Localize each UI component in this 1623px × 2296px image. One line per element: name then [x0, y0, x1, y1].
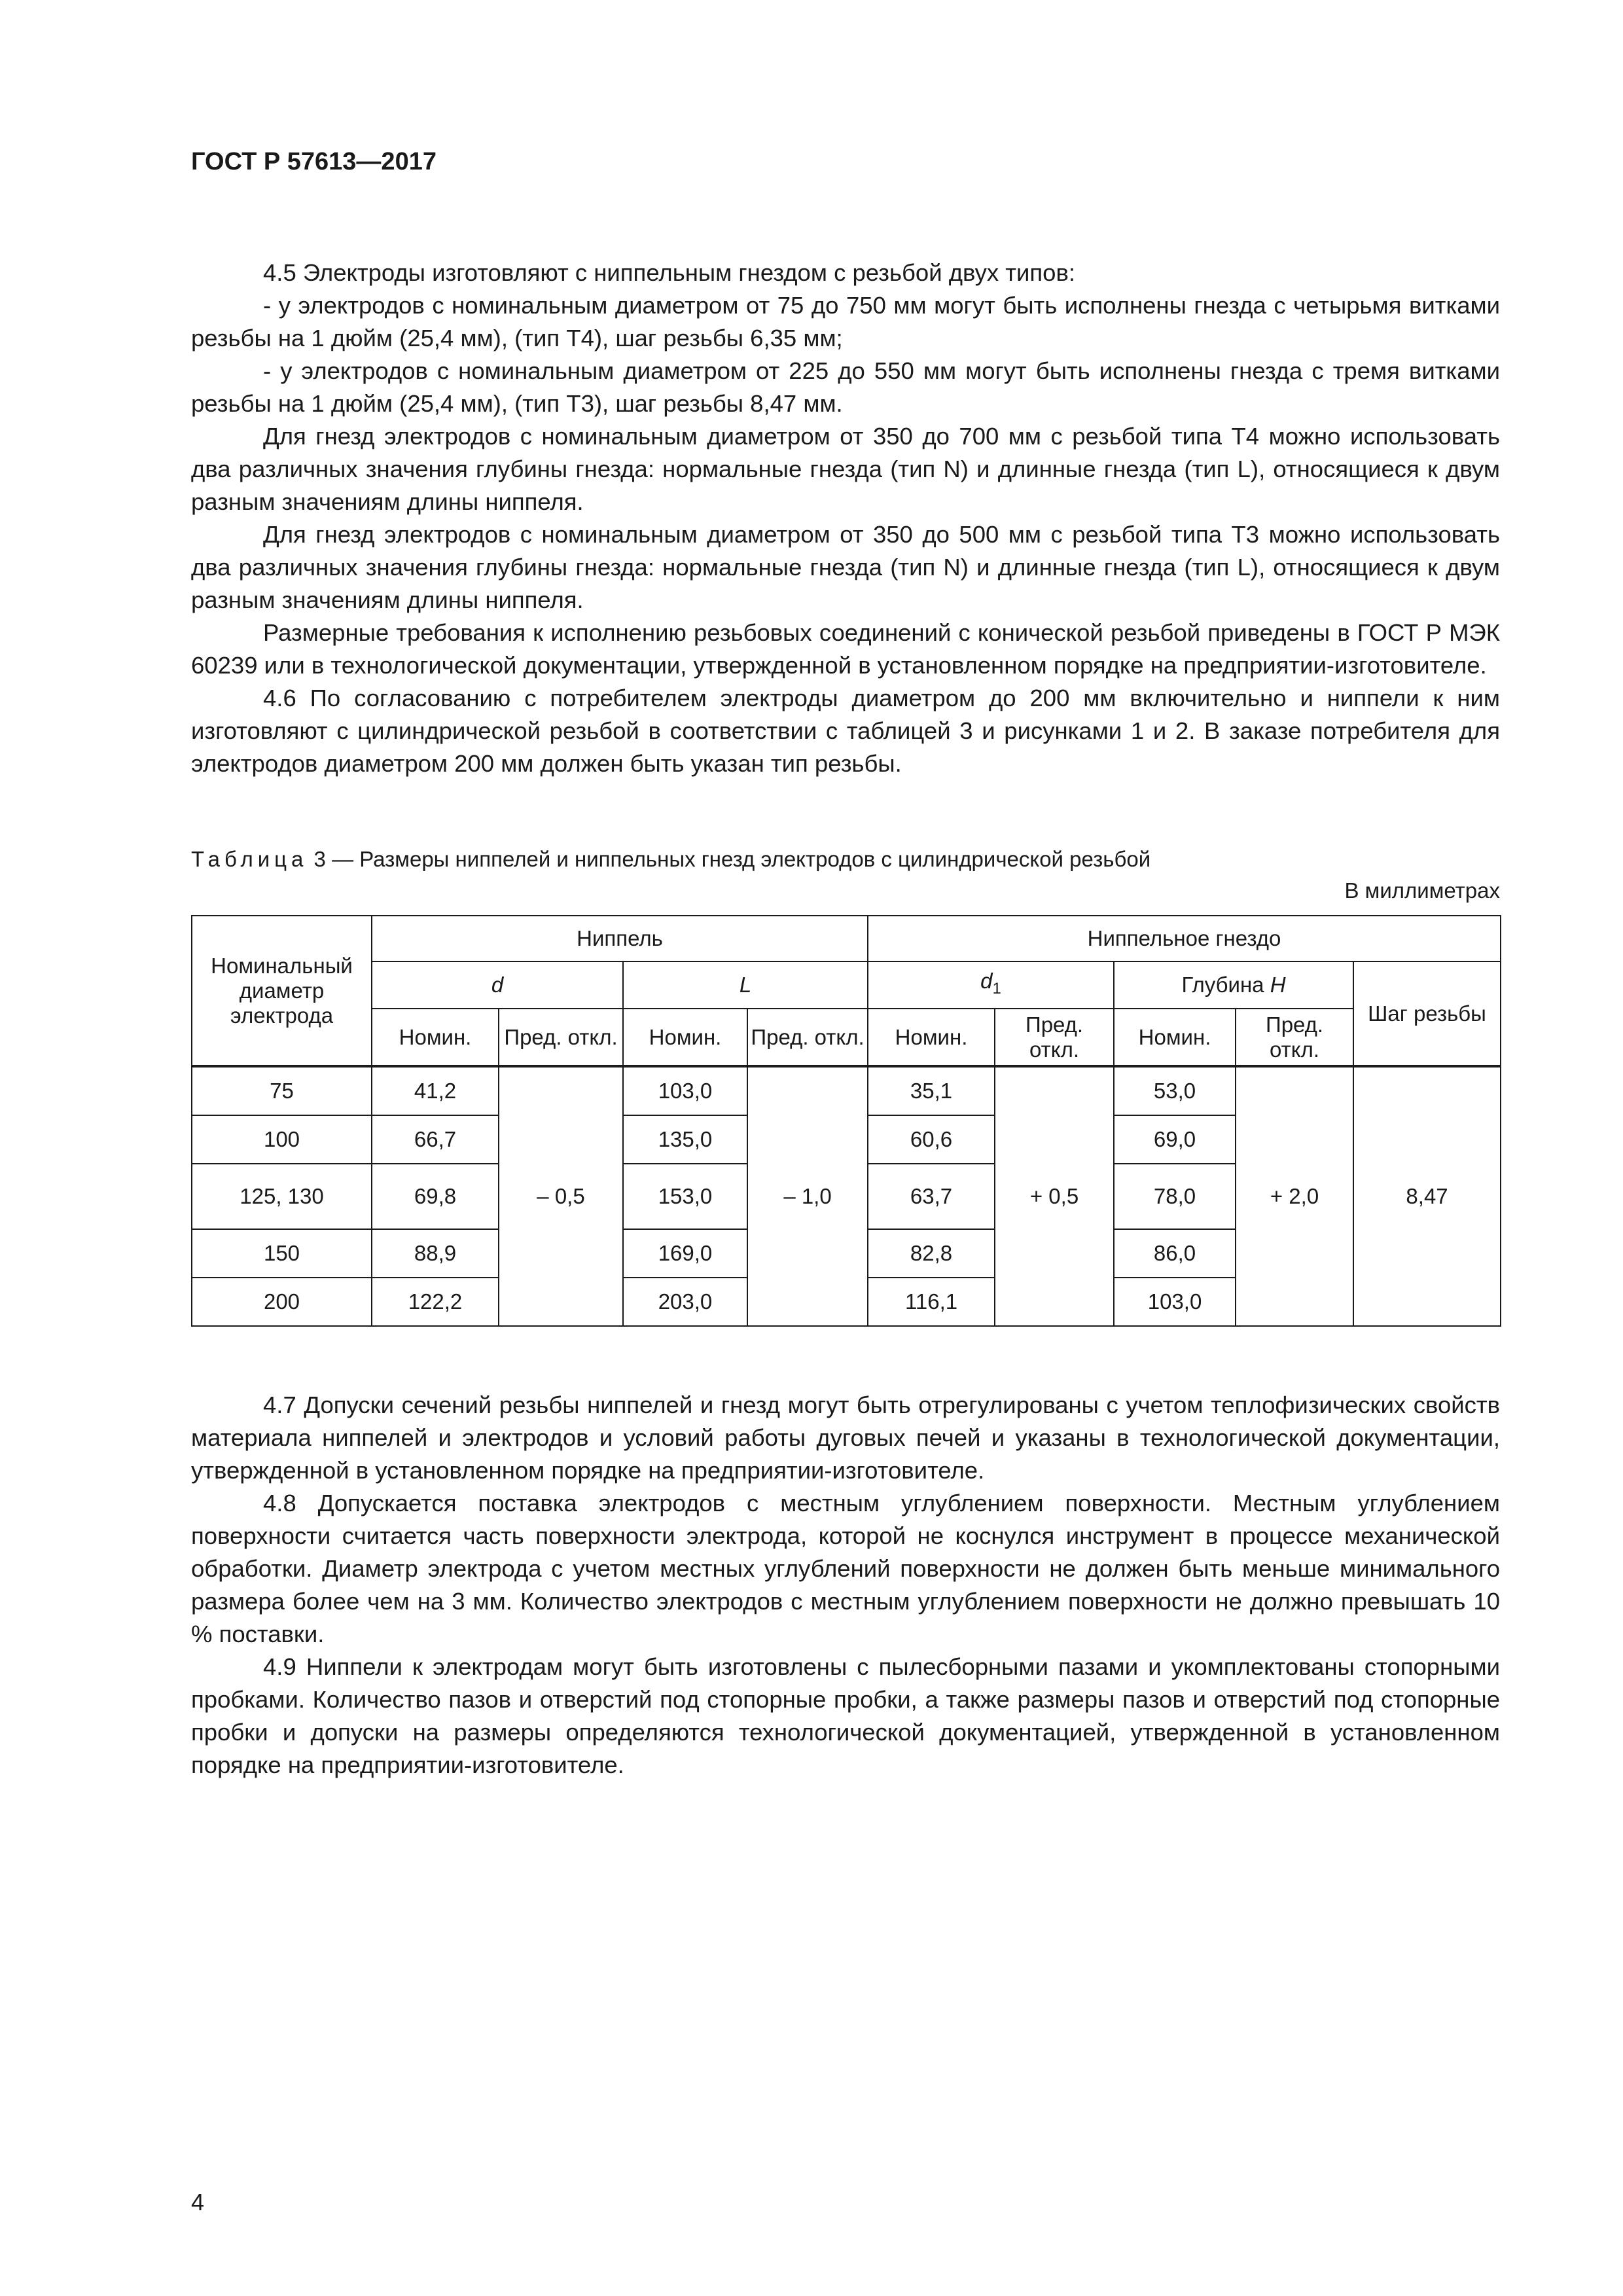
- cell-diameter: 75: [192, 1066, 372, 1115]
- paragraph-t4-depth: Для гнезд электродов с номинальным диаметром от 350 до 700 мм с резьбой типа T4 можно использовать два различных значения глубины гнезда: нормальные гнезда (тип N) и длинные гнезда (тип L), относящиеся к двум разным значениям длины ниппеля.: [191, 423, 1500, 515]
- table-caption-label: Таблица: [191, 847, 308, 871]
- header-d1-subscript: 1: [992, 980, 1001, 997]
- cell-pitch: 8,47: [1353, 1066, 1501, 1326]
- list-item-t4: - у электродов с номинальным диаметром от 75 до 750 мм могут быть исполнены гнезда с четырьмя витками резьбы на 1 дюйм (25,4 мм), (тип T4), шаг резьбы 6,35 мм;: [191, 292, 1500, 351]
- header-d1-tol: Пред. откл.: [995, 1009, 1114, 1066]
- cell-H: 103,0: [1114, 1278, 1236, 1326]
- cell-d: 41,2: [372, 1066, 499, 1115]
- cell-d1: 116,1: [868, 1278, 995, 1326]
- header-d-tol: Пред. откл.: [499, 1009, 623, 1066]
- header-L-tol: Пред. откл.: [747, 1009, 868, 1066]
- table-units: В миллиметрах: [1344, 878, 1500, 903]
- cell-d1: 60,6: [868, 1115, 995, 1164]
- table-row: [192, 1066, 1501, 1115]
- header-H-tol: Пред. откл.: [1236, 1009, 1353, 1066]
- document-header: ГОСТ Р 57613—2017: [191, 148, 437, 175]
- body-text-bottom: [191, 1389, 1500, 1782]
- cell-d1: 63,7: [868, 1164, 995, 1229]
- cell-H: 53,0: [1114, 1066, 1236, 1115]
- cell-d1: 35,1: [868, 1066, 995, 1115]
- cell-d: 88,9: [372, 1229, 499, 1278]
- table-caption: [191, 847, 1150, 872]
- header-pitch: Шаг резьбы: [1353, 961, 1501, 1066]
- dimensions-table: [191, 915, 1501, 1327]
- cell-L: 135,0: [623, 1115, 747, 1164]
- header-depth-symbol: H: [1270, 973, 1286, 997]
- header-L: [623, 961, 868, 1009]
- header-d1: [868, 961, 1114, 1009]
- cell-d1-tol: + 0,5: [995, 1066, 1114, 1326]
- cell-L: 153,0: [623, 1164, 747, 1229]
- cell-H: 69,0: [1114, 1115, 1236, 1164]
- paragraph-4-5: 4.5 Электроды изготовляют с ниппельным гнездом с резьбой двух типов:: [263, 259, 1075, 286]
- header-L-nom: Номин.: [623, 1009, 747, 1066]
- cell-diameter: 200: [192, 1278, 372, 1326]
- cell-L: 203,0: [623, 1278, 747, 1326]
- page-number: 4: [191, 2189, 205, 2215]
- cell-d-tol: – 0,5: [499, 1066, 623, 1326]
- cell-H: 78,0: [1114, 1164, 1236, 1229]
- cell-diameter: 100: [192, 1115, 372, 1164]
- cell-L: 103,0: [623, 1066, 747, 1115]
- list-item-t3: - у электродов с номинальным диаметром от 225 до 550 мм могут быть исполнены гнезда с тремя витками резьбы на 1 дюйм (25,4 мм), (тип T3), шаг резьбы 8,47 мм.: [191, 357, 1500, 417]
- header-nipple: Ниппель: [372, 916, 868, 961]
- cell-d1: 82,8: [868, 1229, 995, 1278]
- cell-d: 122,2: [372, 1278, 499, 1326]
- header-d1-nom: Номин.: [868, 1009, 995, 1066]
- cell-diameter: 150: [192, 1229, 372, 1278]
- paragraph-4-8: 4.8 Допускается поставка электродов с местным углублением поверхности. Местным углублением поверхности считается часть поверхности электрода, которой не коснулся инструмент в процессе механической обработки. Диаметр электрода с учетом местных углублений поверхности не должен быть меньше минимального размера более чем на 3 мм. Количество электродов с местным углублением поверхности не должно превышать 10 % поставки.: [191, 1490, 1500, 1647]
- paragraph-conical-thread: Размерные требования к исполнению резьбовых соединений с конической резьбой приведены в ГОСТ Р МЭК 60239 или в технологической документации, утвержденной в установленном порядке на предприятии-изготовителе.: [191, 619, 1500, 679]
- header-depth-label: Глубина: [1181, 973, 1264, 997]
- cell-d: 69,8: [372, 1164, 499, 1229]
- cell-L: 169,0: [623, 1229, 747, 1278]
- body-text-top: [191, 257, 1500, 780]
- header-d1-symbol: d: [980, 969, 993, 993]
- cell-diameter: 125, 130: [192, 1164, 372, 1229]
- cell-H: 86,0: [1114, 1229, 1236, 1278]
- header-d-nom: Номин.: [372, 1009, 499, 1066]
- header-nipple-socket: Ниппельное гнездо: [868, 916, 1501, 961]
- header-L-symbol: L: [739, 973, 752, 997]
- header-d-symbol: d: [491, 973, 504, 997]
- table-caption-text: 3 — Размеры ниппелей и ниппельных гнезд электродов с цилиндрической резьбой: [308, 847, 1151, 871]
- header-depth: [1114, 961, 1353, 1009]
- cell-H-tol: + 2,0: [1236, 1066, 1353, 1326]
- paragraph-4-9: 4.9 Ниппели к электродам могут быть изготовлены с пылесборными пазами и укомплектованы стопорными пробками. Количество пазов и отверстий под стопорные пробки, а также размеры пазов и отверстий под стопорные пробки и допуски на размеры определяются технологической документацией, утвержденной в установленном порядке на предприятии-изготовителе.: [191, 1653, 1500, 1778]
- paragraph-4-6: 4.6 По согласованию с потребителем электроды диаметром до 200 мм включительно и ниппели к ним изготовляют с цилиндрической резьбой в соответствии с таблицей 3 и рисунками 1 и 2. В заказе потребителя для электродов диаметром 200 мм должен быть указан тип резьбы.: [191, 685, 1500, 777]
- cell-L-tol: – 1,0: [747, 1066, 868, 1326]
- header-nominal-diameter: Номинальный диаметр электрода: [192, 916, 372, 1066]
- cell-d: 66,7: [372, 1115, 499, 1164]
- header-H-nom: Номин.: [1114, 1009, 1236, 1066]
- header-d: [372, 961, 623, 1009]
- paragraph-4-7: 4.7 Допуски сечений резьбы ниппелей и гнезд могут быть отрегулированы с учетом теплофизических свойств материала ниппелей и электродов и условий работы дуговых печей и указаны в технологической документации, утвержденной в установленном порядке на предприятии-изготовителе.: [191, 1391, 1500, 1484]
- paragraph-t3-depth: Для гнезд электродов с номинальным диаметром от 350 до 500 мм с резьбой типа T3 можно использовать два различных значения глубины гнезда: нормальные гнезда (тип N) и длинные гнезда (тип L), относящиеся к двум разным значениям длины ниппеля.: [191, 521, 1500, 613]
